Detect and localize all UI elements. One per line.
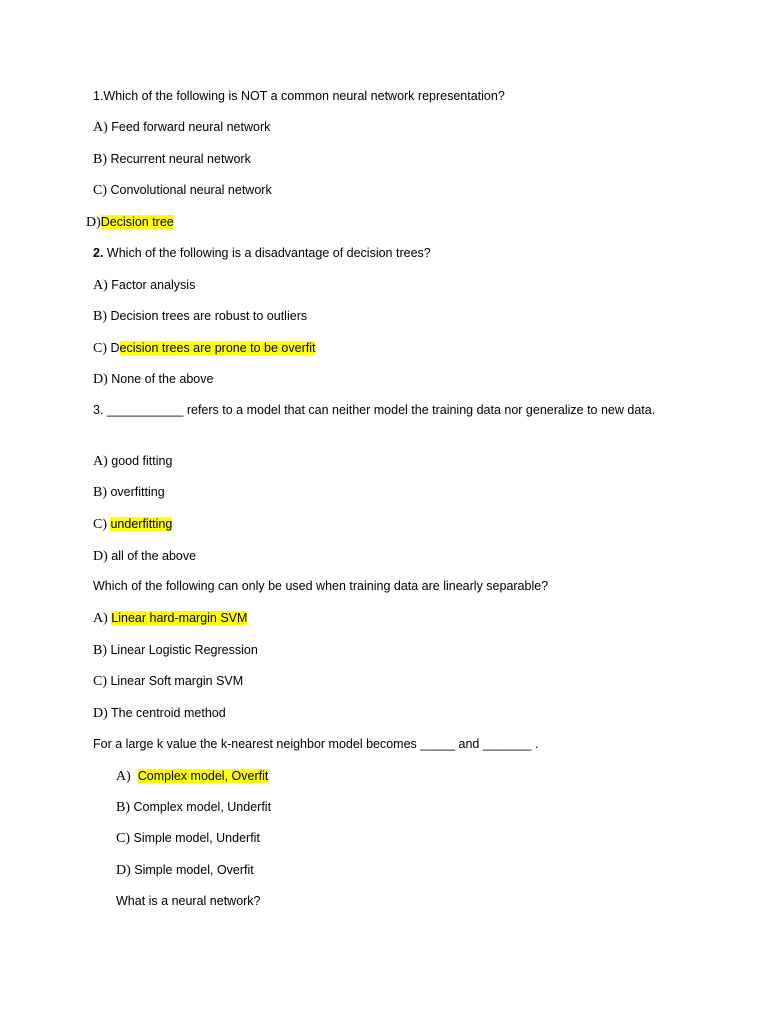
option-text: good fitting [111, 454, 173, 468]
option-letter: A) [116, 769, 131, 784]
highlighted-answer: Linear hard-margin SVM [111, 611, 248, 625]
question-1-option-a [93, 119, 270, 136]
question-5-option-b [116, 799, 271, 816]
option-letter: C) [93, 341, 107, 356]
option-letter: A) [93, 120, 108, 135]
option-letter: B) [116, 800, 130, 815]
option-text: Simple model, Underfit [133, 831, 260, 845]
question-4-option-c [93, 673, 243, 690]
question-3-option-a [93, 453, 172, 470]
question-4-option-b [93, 642, 258, 659]
option-text: Feed forward neural network [111, 120, 271, 134]
option-letter: D) [93, 706, 108, 721]
option-text-plain: D [110, 341, 120, 355]
question-5-option-c [116, 830, 260, 847]
question-2-option-b [93, 308, 307, 325]
question-5-option-d [116, 862, 254, 879]
option-text: None of the above [111, 372, 214, 386]
option-text: Complex model, Underfit [133, 800, 272, 814]
question-1-option-b [93, 151, 251, 168]
option-letter: A) [93, 454, 108, 469]
option-letter: D) [116, 863, 131, 878]
question-3-option-b [93, 484, 165, 501]
question-1-option-c [93, 182, 272, 199]
question-2-option-d [93, 371, 213, 388]
question-3-option-d [93, 548, 196, 565]
option-text: Decision trees are robust to outliers [110, 309, 308, 323]
question-3-stem: 3. ___________ refers to a model that can neither model the training data nor generalize to new data. [93, 403, 656, 417]
option-letter: C) [93, 674, 107, 689]
question-4-stem: Which of the following can only be used when training data are linearly separable? [93, 579, 549, 593]
question-2-option-c [93, 340, 315, 357]
option-text: Simple model, Overfit [134, 863, 254, 877]
question-1-option-d [86, 214, 174, 231]
option-text: overfitting [110, 485, 165, 499]
option-text: Linear Soft margin SVM [110, 674, 244, 688]
option-letter: A) [93, 611, 108, 626]
question-text: Which of the following is a disadvantage of decision trees? [106, 246, 431, 260]
option-letter: C) [93, 183, 107, 198]
question-5-option-a [116, 768, 268, 785]
question-6-stem: What is a neural network? [116, 894, 261, 908]
highlighted-answer: Decision tree [100, 215, 174, 229]
option-text: all of the above [111, 549, 197, 563]
option-text: Convolutional neural network [110, 183, 272, 197]
option-letter: B) [93, 152, 107, 167]
option-letter: C) [93, 517, 107, 532]
question-5-stem: For a large k value the k-nearest neighbor model becomes _____ and _______ . [93, 737, 539, 751]
question-2-stem [93, 245, 431, 261]
option-letter: B) [93, 309, 107, 324]
option-text: Linear Logistic Regression [110, 643, 258, 657]
option-letter: B) [93, 643, 107, 658]
option-letter: A) [93, 278, 108, 293]
question-1-stem: 1.Which of the following is NOT a common neural network representation? [93, 89, 505, 103]
question-4-option-d [93, 705, 226, 722]
question-2-option-a [93, 277, 195, 294]
option-letter: D) [86, 215, 101, 230]
option-text: Factor analysis [111, 278, 196, 292]
option-letter: D) [93, 372, 108, 387]
highlighted-answer: underfitting [110, 517, 173, 531]
question-4-option-a [93, 610, 247, 627]
option-letter: B) [93, 485, 107, 500]
option-text: The centroid method [111, 706, 226, 720]
option-text: Recurrent neural network [110, 152, 251, 166]
highlighted-answer: ecision trees are prone to be overfit [119, 341, 316, 355]
question-number: 2. [93, 246, 104, 260]
option-letter: D) [93, 549, 108, 564]
option-letter: C) [116, 831, 130, 846]
highlighted-answer: Complex model, Overfit [137, 769, 269, 783]
question-3-option-c [93, 516, 172, 533]
